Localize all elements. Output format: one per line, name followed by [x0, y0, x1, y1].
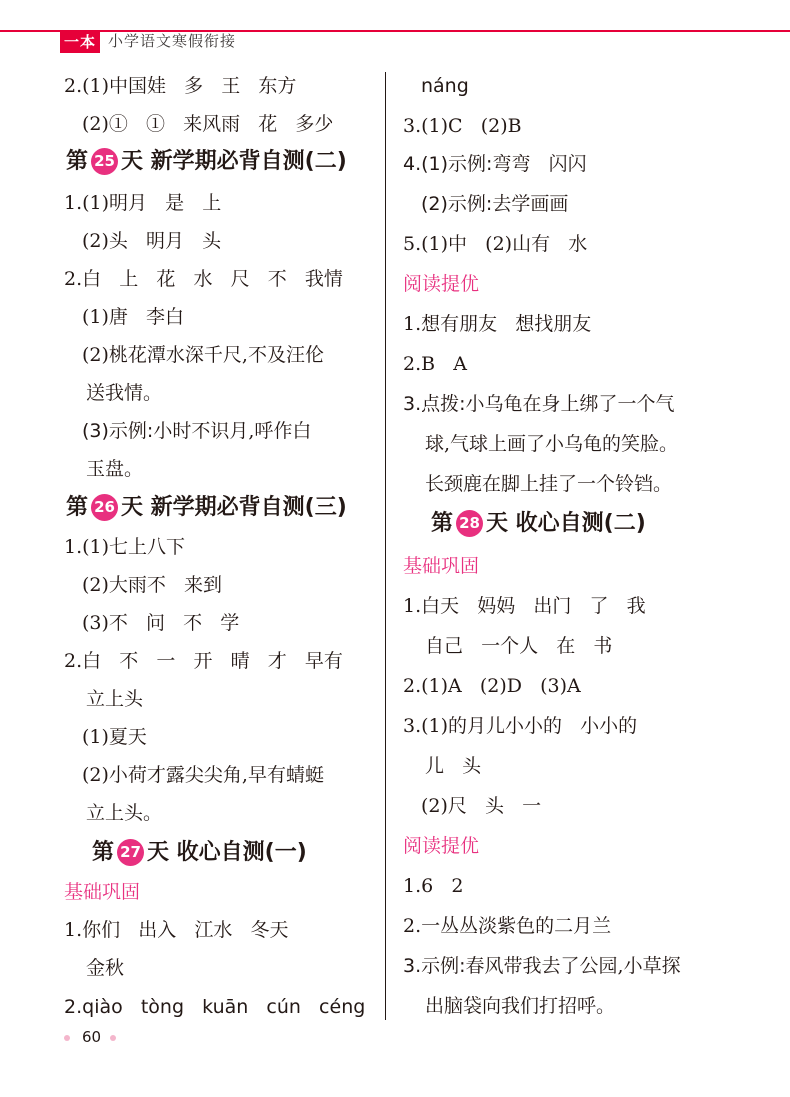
- day-prefix: 第: [92, 840, 115, 865]
- day-number-badge: 26: [91, 494, 118, 521]
- answer-line: (2)大雨不 来到: [82, 574, 223, 596]
- day-title: 天 收心自测(二): [486, 511, 646, 536]
- book-title: 小学语文寒假衔接: [108, 32, 237, 50]
- day-27-heading: [92, 839, 307, 867]
- answer-line: (2)尺 头 一: [421, 795, 542, 817]
- day-25-heading: [66, 148, 347, 176]
- answer-line: 2.qiào tòng kuān cún céng: [64, 996, 366, 1018]
- answer-line: [403, 392, 675, 416]
- brand-logo: 一本: [60, 31, 100, 53]
- day-number-badge: 27: [117, 839, 144, 866]
- answer-text: 小乌龟在身上绑了一个气: [465, 393, 675, 415]
- day-26-heading: [66, 494, 347, 522]
- answer-line: 1.(1)七上八下: [64, 536, 186, 558]
- answer-line: [82, 419, 311, 443]
- answer-line: (2)小荷才露尖尖角,早有蜻蜓: [82, 764, 324, 786]
- answer-line: [421, 192, 568, 216]
- answer-line: 玉盘。: [86, 458, 144, 480]
- answer-line: 儿 头: [425, 755, 482, 777]
- decorative-dot-icon: [64, 1035, 70, 1041]
- answer-line: 立上头: [86, 688, 144, 710]
- day-prefix: 第: [431, 511, 454, 536]
- answer-text: 去学画画: [492, 193, 569, 215]
- day-number-badge: 25: [91, 148, 118, 175]
- example-label: 4.(1)示例:: [403, 153, 493, 175]
- section-heading: 基础巩固: [64, 881, 141, 903]
- day-title: 天 新学期必背自测(三): [121, 495, 347, 520]
- section-heading: 阅读提优: [403, 835, 480, 857]
- answer-line: [403, 954, 681, 978]
- answer-line: (1)夏天: [82, 726, 147, 748]
- day-prefix: 第: [66, 495, 89, 520]
- answer-line: 1.(1)明月 是 上: [64, 192, 222, 214]
- answer-line: 长颈鹿在脚上挂了一个铃铛。: [425, 473, 673, 495]
- hint-label: 3.点拨:: [403, 393, 466, 415]
- answer-text: 小时不识月,呼作白: [153, 420, 312, 442]
- example-label: 3.示例:: [403, 955, 466, 977]
- answer-line: náng: [421, 75, 469, 97]
- day-prefix: 第: [66, 149, 89, 174]
- page-header: [0, 0, 790, 60]
- answer-line: 3.(1)C (2)B: [403, 115, 522, 137]
- answer-line: 5.(1)中 (2)山有 水: [403, 233, 588, 255]
- answer-line: (3)不 问 不 学: [82, 612, 240, 634]
- answer-line: 1.想有朋友 想找朋友: [403, 313, 592, 335]
- answer-line: 2.(1)中国娃 多 王 东方: [64, 75, 297, 97]
- answer-text: 弯弯 闪闪: [492, 153, 587, 175]
- answer-line: 1.白天 妈妈 出门 了 我: [403, 595, 646, 617]
- answer-line: 2.B A: [403, 353, 467, 375]
- answer-line: 3.(1)的月儿小小的 小小的: [403, 715, 638, 737]
- decorative-dot-icon: [110, 1035, 116, 1041]
- example-label: (2)示例:: [421, 193, 493, 215]
- answer-line: 自己 一个人 在 书: [425, 635, 613, 657]
- column-divider: [385, 72, 386, 1020]
- day-28-heading: [431, 510, 646, 538]
- answer-line: (2)头 明月 头: [82, 230, 222, 252]
- section-heading: 基础巩固: [403, 555, 480, 577]
- answer-line: 金秋: [86, 957, 125, 979]
- answer-line: (1)唐 李白: [82, 306, 185, 328]
- answer-line: 2.(1)A (2)D (3)A: [403, 675, 581, 697]
- day-title: 天 新学期必背自测(二): [121, 149, 347, 174]
- answer-line: 2.一丛丛淡紫色的二月兰: [403, 915, 612, 937]
- answer-line: [403, 152, 587, 176]
- answer-line: 2.白 不 一 开 晴 才 早有: [64, 650, 343, 672]
- answer-line: 1.你们 出入 江水 冬天: [64, 919, 289, 941]
- page-number: 60: [82, 1028, 102, 1046]
- answer-line: (2)桃花潭水深千尺,不及汪伦: [82, 344, 324, 366]
- answer-line: 出脑袋向我们打招呼。: [425, 995, 616, 1017]
- example-label: (3)示例:: [82, 420, 154, 442]
- answer-line: 2.白 上 花 水 尺 不 我情: [64, 268, 343, 290]
- section-heading: 阅读提优: [403, 273, 480, 295]
- day-title: 天 收心自测(一): [147, 840, 307, 865]
- answer-line: (2)① ① 来风雨 花 多少: [82, 113, 334, 135]
- answer-line: 送我情。: [86, 382, 163, 404]
- answer-line: 立上头。: [86, 802, 163, 824]
- answer-line: 1.6 2: [403, 875, 464, 897]
- day-number-badge: 28: [456, 510, 483, 537]
- answer-line: 球,气球上画了小乌龟的笑脸。: [425, 433, 679, 455]
- answer-text: 春风带我去了公园,小草探: [465, 955, 681, 977]
